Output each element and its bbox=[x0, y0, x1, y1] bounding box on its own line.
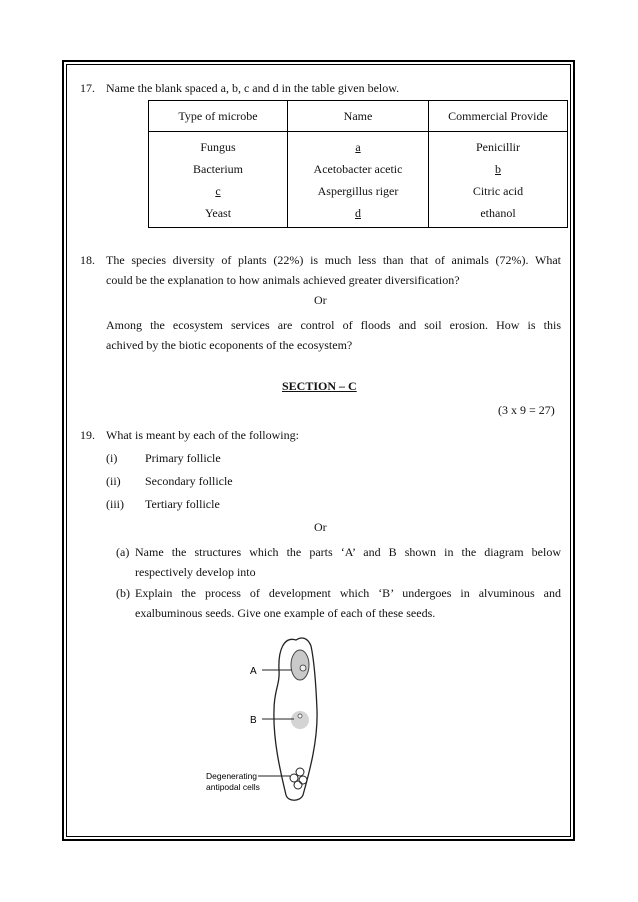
q18-or: Or bbox=[314, 293, 327, 307]
table-header: Commercial Provide bbox=[429, 101, 568, 132]
label-antipodal-cells: antipodal cells bbox=[206, 782, 260, 792]
part-b-nucleus bbox=[298, 714, 302, 718]
blank-d: d bbox=[355, 206, 361, 220]
q19-b-line1: Explain the process of development which ‘B’ undergoes in alvuminous and bbox=[135, 586, 561, 600]
table-cell-products bbox=[429, 132, 568, 228]
q18-alt-line2: achived by the biotic ecoponents of the ecosystem? bbox=[106, 338, 353, 352]
part-a-shape bbox=[291, 650, 309, 680]
label-a: A bbox=[250, 666, 257, 677]
list-item: Secondary follicle bbox=[145, 474, 233, 488]
q19-a-line2: respectively develop into bbox=[135, 565, 256, 579]
q17-text: Name the blank spaced a, b, c and d in the table given below. bbox=[106, 81, 400, 95]
section-title: SECTION – C bbox=[282, 379, 357, 393]
q19-b-label: (b) bbox=[116, 586, 130, 600]
cell-value: Citric acid bbox=[472, 184, 524, 198]
cell-value: Acetobacter acetic bbox=[313, 162, 403, 176]
cell-value: ethanol bbox=[480, 206, 516, 220]
list-item: Tertiary follicle bbox=[145, 497, 220, 511]
table-header: Type of microbe bbox=[149, 101, 288, 132]
embryo-sac-diagram bbox=[200, 630, 340, 810]
q19-number: 19. bbox=[80, 428, 95, 442]
blank-c: c bbox=[215, 184, 221, 198]
cell-value: Fungus bbox=[200, 140, 236, 154]
q17-number: 17. bbox=[80, 81, 95, 95]
blank-b: b bbox=[495, 162, 501, 176]
label-b: B bbox=[250, 715, 257, 726]
table-header-row bbox=[149, 101, 568, 132]
q18-line2: could be the explanation to how animals achieved greater diversification? bbox=[106, 273, 460, 287]
q19-or: Or bbox=[314, 520, 327, 534]
table-header: Name bbox=[288, 101, 429, 132]
table-cell-names bbox=[288, 132, 429, 228]
q19-a-label: (a) bbox=[116, 545, 130, 559]
section-marks: (3 x 9 = 27) bbox=[498, 403, 555, 417]
cell-value: Bacterium bbox=[193, 162, 243, 176]
q19-b-line2: exalbuminous seeds. Give one example of each of these seeds. bbox=[135, 606, 436, 620]
cell-value: Aspergillus riger bbox=[317, 184, 399, 198]
table-cell-microbe-types bbox=[149, 132, 288, 228]
antipodal-cells bbox=[290, 768, 307, 789]
label-degenerating: Degenerating bbox=[206, 771, 258, 781]
q18-alt-line1: Among the ecosystem services are control of floods and soil erosion. How is this bbox=[106, 318, 561, 332]
microbe-table bbox=[148, 100, 568, 228]
q18-number: 18. bbox=[80, 253, 95, 267]
q18-line1: The species diversity of plants (22%) is much less than that of animals (72%). What bbox=[106, 253, 561, 267]
table-row bbox=[149, 132, 568, 228]
cell-value: Penicillir bbox=[476, 140, 520, 154]
list-item-label: (i) bbox=[106, 451, 118, 465]
list-item: Primary follicle bbox=[145, 451, 221, 465]
list-item-label: (ii) bbox=[106, 474, 121, 488]
q19-a-line1: Name the structures which the parts ‘A’ and B shown in the diagram below bbox=[135, 545, 561, 559]
list-item-label: (iii) bbox=[106, 497, 124, 511]
cell-value: Yeast bbox=[204, 206, 232, 220]
part-a-nucleus bbox=[300, 665, 306, 671]
q19-text: What is meant by each of the following: bbox=[106, 428, 299, 442]
blank-a: a bbox=[355, 140, 361, 154]
